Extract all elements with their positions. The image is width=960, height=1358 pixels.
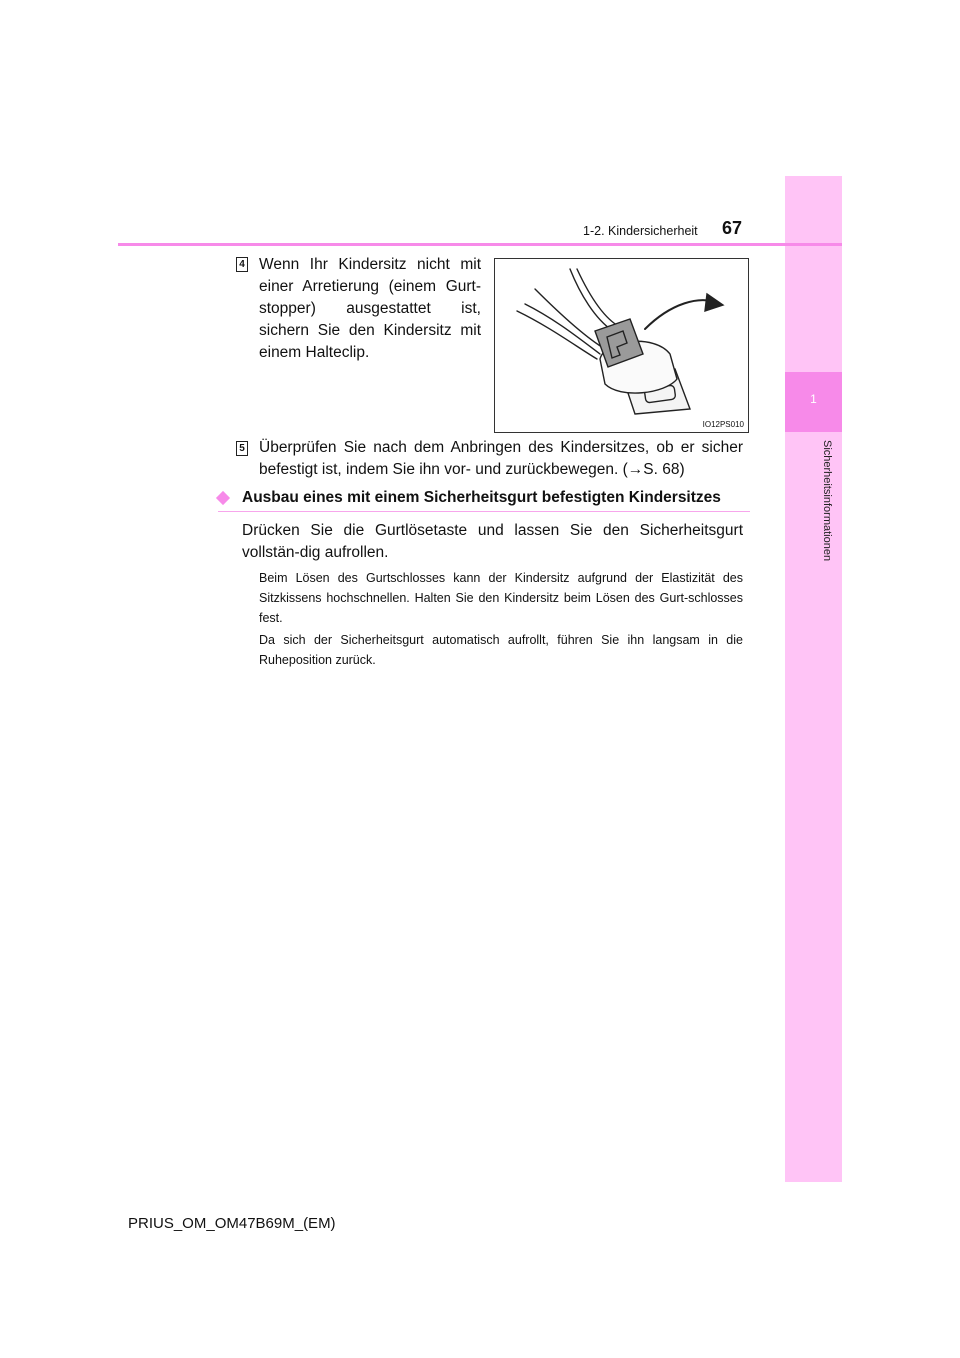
step-text: Wenn Ihr Kindersitz nicht mit einer Arretierung (einem Gurt-stopper) ausgestattet ist, sichern Sie den Kindersitz mit einem Halteclip. — [259, 256, 481, 361]
step-number-badge: 5 — [236, 441, 248, 456]
step-number-badge: 4 — [236, 257, 248, 272]
subsection-title: Ausbau eines mit einem Sicherheitsgurt befestigten Kindersitzes — [242, 489, 721, 506]
figure-code: IO12PS010 — [702, 420, 744, 429]
section-title: 1-2. Kindersicherheit — [583, 224, 698, 238]
subsection-rule — [218, 511, 750, 512]
subsection-body: Drücken Sie die Gurtlösetaste und lassen Sie den Sicherheitsgurt vollstän-dig aufrollen. — [242, 522, 743, 561]
note-paragraph: Beim Lösen des Gurtschlosses kann der Kindersitz aufgrund der Elastizität des Sitzkissens hochschnellen. Halten Sie den Kindersitz beim Lösen des Gurt-schlosses fest. — [259, 571, 743, 625]
subsection-diamond-icon — [216, 491, 230, 505]
header-rule — [118, 243, 842, 246]
seatbelt-locking-clip-figure — [494, 258, 749, 433]
locking-clip-illustration — [495, 259, 750, 434]
step-text: Überprüfen Sie nach dem Anbringen des Kindersitzes, ob er sicher befestigt ist, indem Sie ihn vor- und zurückbewegen. (→S. 68) — [259, 439, 743, 478]
chapter-tab — [785, 176, 842, 1182]
page-number: 67 — [722, 218, 743, 238]
document-code-footer: PRIUS_OM_OM47B69M_(EM) — [128, 1215, 336, 1232]
chapter-title: Sicherheitsinformationen — [821, 440, 833, 562]
note-paragraph: Da sich der Sicherheitsgurt automatisch aufrollt, führen Sie ihn langsam in die Ruheposition zurück. — [259, 633, 743, 667]
chapter-number: 1 — [810, 392, 817, 406]
